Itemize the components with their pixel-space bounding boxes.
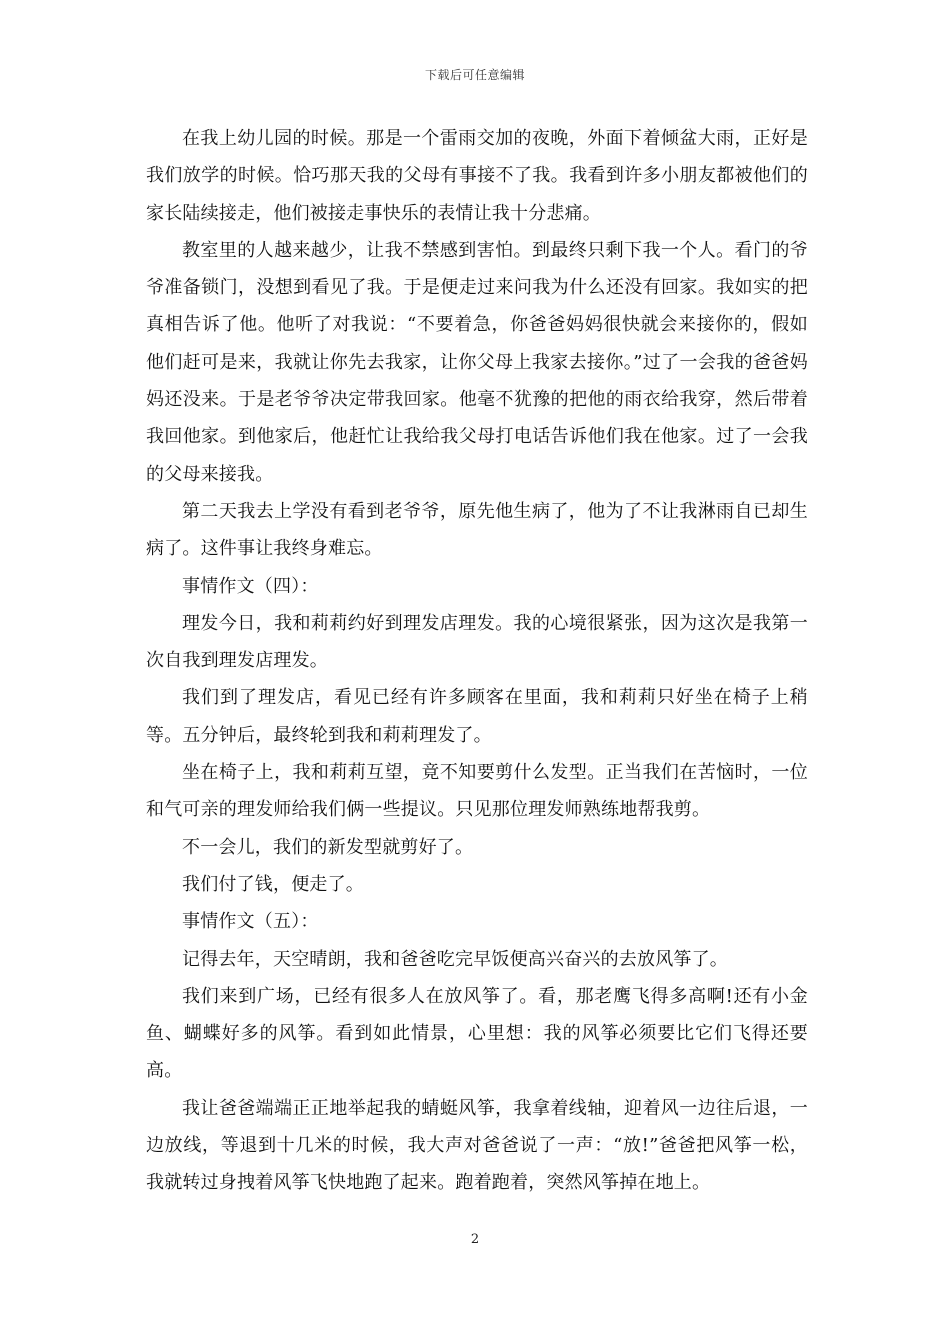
paragraph-13: 我让爸爸端端正正地举起我的蜻蜓风筝，我拿着线轴，迎着风一边往后退，一边放线，等退到十几米的时候，我大声对爸爸说了一声：“放!”爸爸把风筝一松，我就转过身拽着风筝飞快地跑了起来。跑着跑着，突然风筝掉在地上。 bbox=[146, 1097, 808, 1194]
page-header-note: 下载后可任意编辑 bbox=[424, 68, 525, 82]
paragraph-2: 教室里的人越来越少，让我不禁感到害怕。到最终只剩下我一个人。看门的爷爷准备锁门，没想到看见了我。于是便走过来问我为什么还没有回家。我如实的把真相告诉了他。他听了对我说：“不要着急，你爸爸妈妈很快就会来接你的，假如他们赶可是来，我就让你先去我家，让你父母上我家去接你。”过了一会我的爸爸妈妈还没来。于是老爷爷决定带我回家。他毫不犹豫的把他的雨衣给我穿，然后带着我回他家。到他家后，他赶忙让我给我父母打电话告诉他们我在他家。过了一会我的父母来接我。 bbox=[146, 239, 808, 485]
paragraph-12: 我们来到广场，已经有很多人在放风筝了。看，那老鹰飞得多高啊!还有小金鱼、蝴蝶好多的风筝。看到如此情景，心里想：我的风筝必须要比它们飞得还要高。 bbox=[146, 985, 808, 1082]
section-heading-5: 事情作文（五）： bbox=[182, 911, 319, 933]
paragraph-7: 坐在椅子上，我和莉莉互望，竟不知要剪什么发型。正当我们在苦恼时，一位和气可亲的理发师给我们俩一些提议。只见那位理发师熟练地帮我剪。 bbox=[146, 762, 808, 821]
section-heading-4: 事情作文（四）： bbox=[182, 575, 319, 597]
page-number: 2 bbox=[470, 1232, 480, 1247]
paragraph-6: 我们到了理发店，看见已经有许多顾客在里面，我和莉莉只好坐在椅子上稍等。五分钟后，最终轮到我和莉莉理发了。 bbox=[146, 687, 808, 746]
document-body bbox=[146, 120, 808, 1202]
paragraph-3: 第二天我去上学没有看到老爷爷，原先他生病了，他为了不让我淋雨自已却生病了。这件事让我终身难忘。 bbox=[146, 500, 808, 560]
paragraph-5: 理发今日，我和莉莉约好到理发店理发。我的心境很紧张，因为这次是我第一次自我到理发店理发。 bbox=[146, 612, 808, 672]
paragraph-8: 不一会儿，我们的新发型就剪好了。 bbox=[182, 836, 474, 858]
paragraph-9: 我们付了钱，便走了。 bbox=[182, 873, 364, 895]
paragraph-11: 记得去年，天空晴朗，我和爸爸吃完早饭便高兴奋兴的去放风筝了。 bbox=[182, 948, 728, 970]
paragraph-1: 在我上幼儿园的时候。那是一个雷雨交加的夜晚，外面下着倾盆大雨，正好是我们放学的时候。恰巧那天我的父母有事接不了我。我看到许多小朋友都被他们的家长陆续接走，他们被接走事快乐的表情让我十分悲痛。 bbox=[146, 128, 808, 224]
